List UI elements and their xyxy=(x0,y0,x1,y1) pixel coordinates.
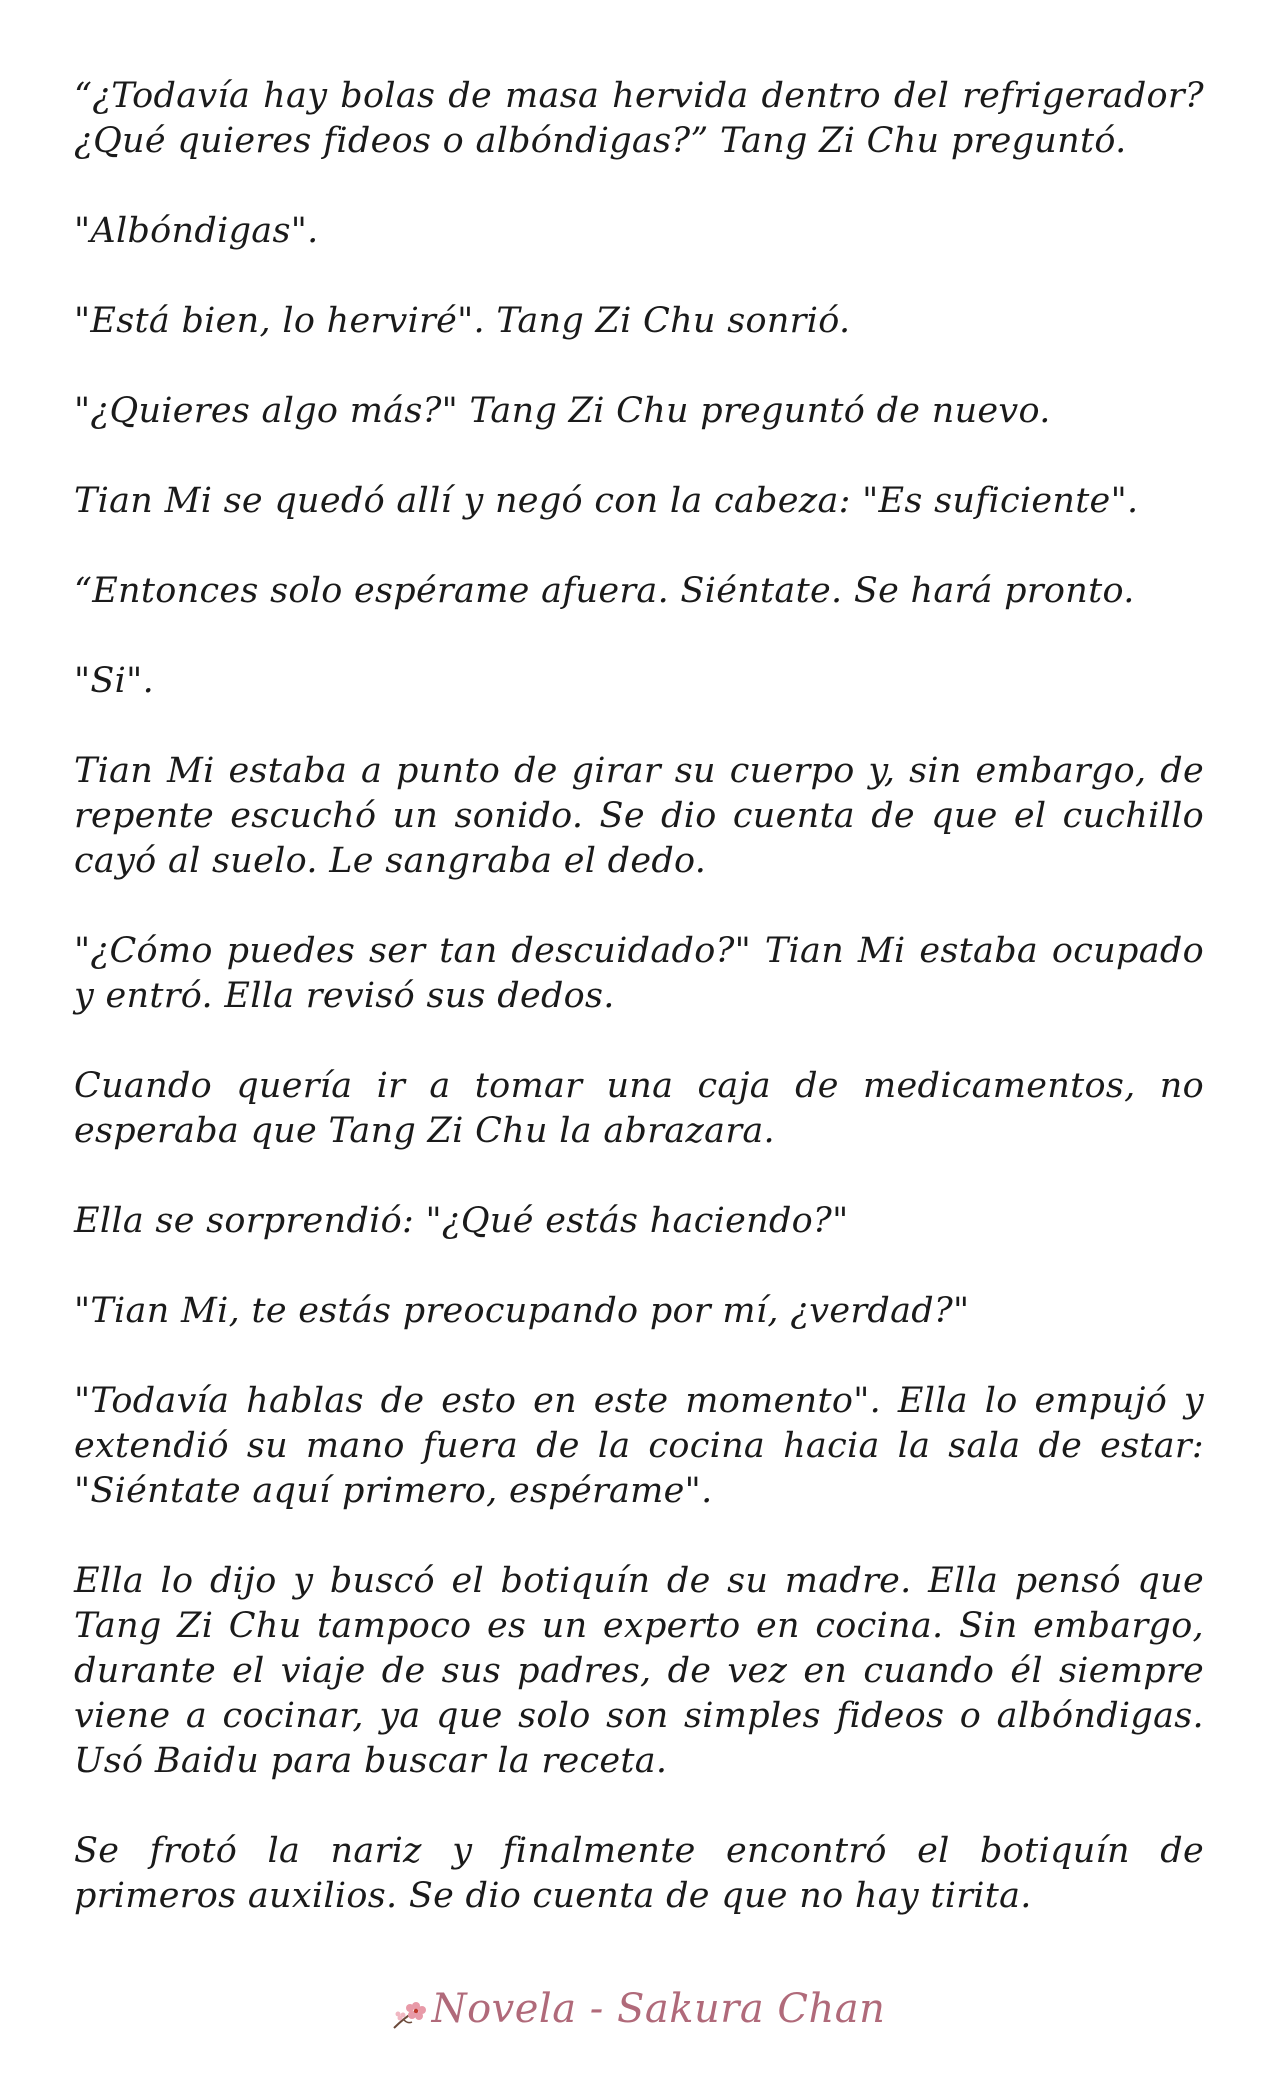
paragraph-15: Se frotó la nariz y finalmente encontró el botiquín de primeros auxilios. Se dio cuenta de que no hay tirita. xyxy=(74,1831,1204,1916)
paragraph-14: Ella lo dijo y buscó el botiquín de su madre. Ella pensó que Tang Zi Chu tampoco es un experto en cocina. Sin embargo, durante el viaje de sus padres, de vez en cuando él siempre viene a cocinar, ya que solo son simples fideos o albóndigas. Usó Baidu para buscar la receta. xyxy=(74,1561,1204,1781)
paragraph-1: “¿Todavía hay bolas de masa hervida dentro del refrigerador? ¿Qué quieres fideos o albóndigas?” Tang Zi Chu preguntó. xyxy=(74,76,1204,161)
paragraph-9: "¿Cómo puedes ser tan descuidado?" Tian Mi estaba ocupado y entró. Ella revisó sus dedos. xyxy=(74,931,1204,1016)
paragraph-10: Cuando quería ir a tomar una caja de medicamentos, no esperaba que Tang Zi Chu la abrazara. xyxy=(74,1066,1204,1151)
paragraph-12: "Tian Mi, te estás preocupando por mí, ¿verdad?" xyxy=(74,1291,970,1331)
paragraph-11: Ella se sorprendió: "¿Qué estás haciendo?" xyxy=(74,1201,849,1241)
paragraph-6: “Entonces solo espérame afuera. Siéntate. Se hará pronto. xyxy=(74,571,1135,611)
watermark-text: Novela - Sakura Chan xyxy=(431,1986,886,2032)
paragraph-5: Tian Mi se quedó allí y negó con la cabeza: "Es suficiente". xyxy=(74,481,1139,521)
paragraph-7: "Si". xyxy=(74,661,154,701)
paragraph-4: "¿Quieres algo más?" Tang Zi Chu preguntó de nuevo. xyxy=(74,391,1051,431)
paragraph-2: "Albóndigas". xyxy=(74,211,319,251)
document-body xyxy=(74,74,1204,1964)
paragraph-8: Tian Mi estaba a punto de girar su cuerpo y, sin embargo, de repente escuchó un sonido. Se dio cuenta de que el cuchillo cayó al suelo. Le sangraba el dedo. xyxy=(74,751,1204,881)
paragraph-13: "Todavía hablas de esto en este momento". Ella lo empujó y extendió su mano fuera de la cocina hacia la sala de estar: "Siéntate aquí primero, espérame". xyxy=(74,1381,1204,1511)
paragraph-3: "Está bien, lo herviré". Tang Zi Chu sonrió. xyxy=(74,301,851,341)
cherry-blossom-icon xyxy=(390,1995,428,2029)
watermark xyxy=(0,1985,1275,2033)
